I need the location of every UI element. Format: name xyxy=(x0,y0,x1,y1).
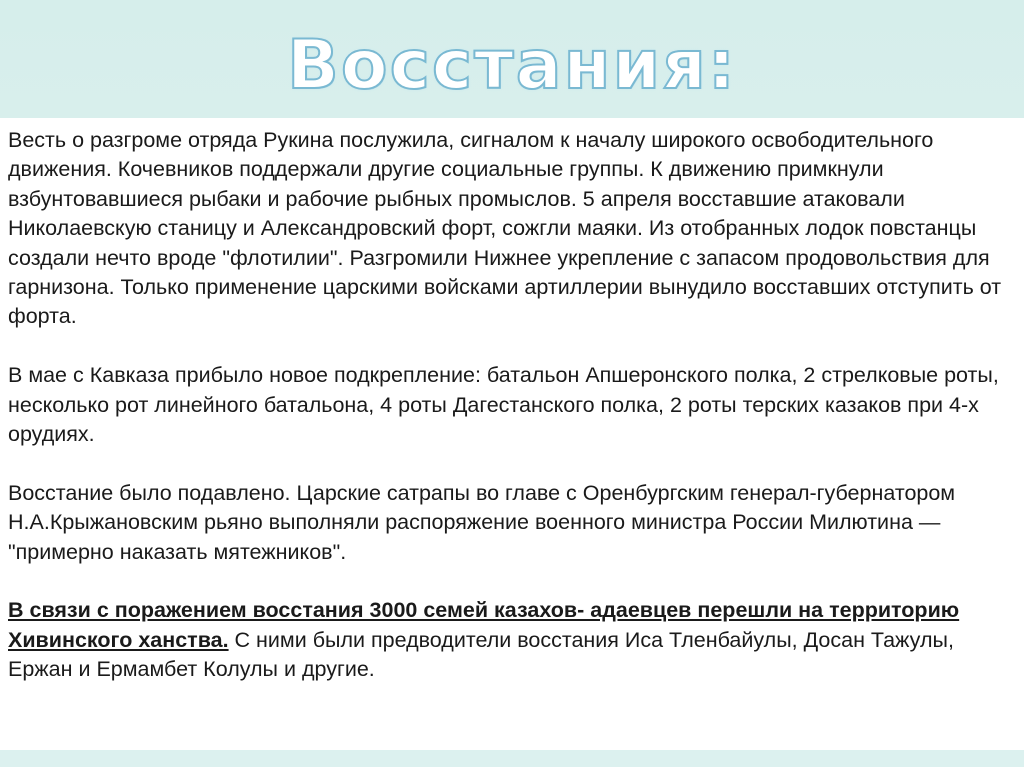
paragraph-suppression: Восстание было подавлено. Царские сатрапы во главе с Оренбургским генерал-губернатором Н.А.Крыжановским рьяно выполняли распоряжение военного министра России Милютина — "примерно наказать мятежников". xyxy=(8,480,956,564)
paragraph-gap xyxy=(8,332,1008,361)
paragraph-gap xyxy=(8,567,1008,596)
paragraph-text: С ними были предводители восстания Иса Тленбайулы, Досан Тажулы, Ержан и Ермамбет Колулы и другие. xyxy=(8,627,954,682)
paragraph-migration xyxy=(8,596,1008,684)
bottom-band xyxy=(0,750,1024,767)
slide-title: Восстания: xyxy=(287,26,737,105)
paragraph-uprising-start: Весть о разгроме отряда Рукина послужила, сигналом к началу широкого освободительного движения. Кочевников поддержали другие социальные группы. К движению примкнули взбунтовавшиеся рыбаки и рабочие рыбных промыслов. 5 апреля восставшие атаковали Николаевскую станицу и Александровский форт, сожгли маяки. Из отобранных лодок повстанцы создали нечто вроде "флотилии". Разгромили Нижнее укрепление с запасом продовольствия для гарнизона. Только применение царскими войсками артиллерии вынудило восставших отступить от форта. xyxy=(8,128,1002,329)
emphasized-text: В связи с поражением восстания 3000 семей казахов- адаевцев перешли на территорию Хивинского ханства. xyxy=(8,598,960,652)
paragraph-gap xyxy=(8,449,1008,478)
content-text-box xyxy=(0,118,1024,750)
paragraph-reinforcements: В мае с Кавказа прибыло новое подкрепление: батальон Апшеронского полка, 2 стрелковые роты, несколько рот линейного батальона, 4 роты Дагестанского полка, 2 роты терских казаков при 4-х орудиях. xyxy=(8,363,999,447)
title-band xyxy=(0,0,1024,118)
